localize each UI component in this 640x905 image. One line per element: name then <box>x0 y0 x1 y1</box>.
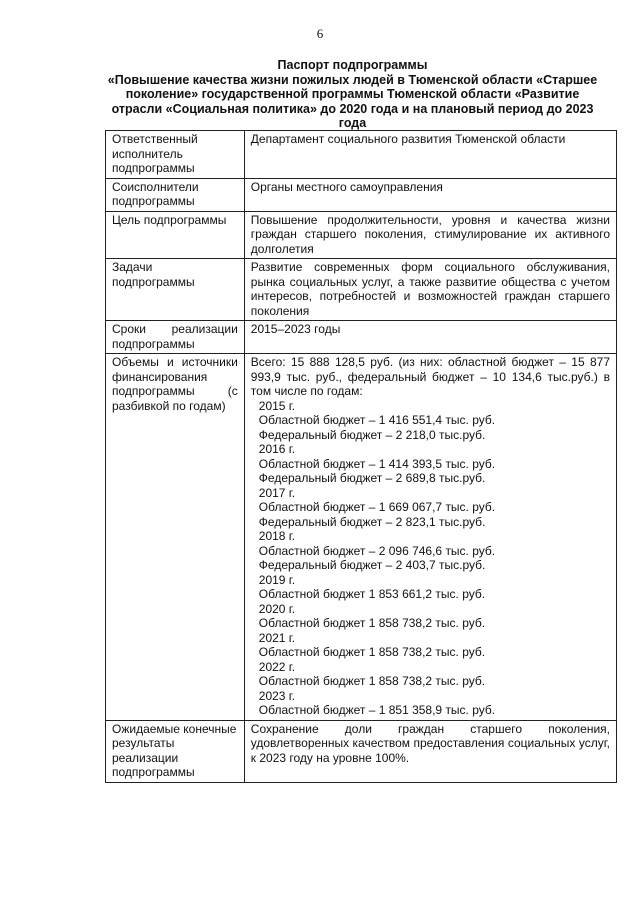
funding-by-year <box>251 399 610 718</box>
federal-budget: Федеральный бюджет – 2 689,8 тыс.руб. <box>258 471 486 485</box>
row-value-funding <box>244 354 616 721</box>
title-line: отрасли «Социальная политика» до 2020 года и на плановый период до 2023 <box>111 101 594 116</box>
funding-year: 2022 г. <box>258 659 296 674</box>
funding-year: 2023 г. <box>258 688 296 703</box>
funding-year: 2021 г. <box>258 630 296 645</box>
row-value-terms: 2015–2023 годы <box>244 321 616 354</box>
document-title <box>95 58 610 131</box>
row-value-tasks: Развитие современных форм социального обслуживания, рынка социальных услуг, а также развитие общества с учетом интересов, потребностей и возможностей граждан старшего поколения <box>244 259 616 321</box>
row-label-co-executors: Соисполнители подпрограммы <box>106 178 245 211</box>
funding-year: 2016 г. <box>258 442 296 456</box>
funding-year: 2020 г. <box>258 601 296 616</box>
regional-budget: Областной бюджет 1 858 738,2 тыс. руб. <box>258 674 486 688</box>
row-label-goal: Цель подпрограммы <box>106 211 245 259</box>
regional-budget: Областной бюджет – 1 851 358,9 тыс. руб. <box>258 703 496 717</box>
funding-year: 2017 г. <box>258 485 296 500</box>
table-row <box>106 720 617 782</box>
title-line: поколение» государственной программы Тюменской области «Развитие <box>125 87 580 101</box>
federal-budget: Федеральный бюджет – 2 403,7 тыс.руб. <box>258 558 486 572</box>
table-row <box>106 259 617 321</box>
funding-year: 2019 г. <box>258 572 296 587</box>
row-value-goal: Повышение продолжительности, уровня и качества жизни граждан старшего поколения, стимулирование их активного долголетия <box>244 211 616 259</box>
regional-budget: Областной бюджет 1 853 661,2 тыс. руб. <box>258 587 486 601</box>
federal-budget: Федеральный бюджет – 2 823,1 тыс.руб. <box>258 514 486 529</box>
title-line: Паспорт подпрограммы <box>277 58 428 72</box>
table-row <box>106 321 617 354</box>
row-label-executor: Ответственный исполнитель подпрограммы <box>106 131 245 179</box>
funding-year: 2015 г. <box>258 398 296 413</box>
regional-budget: Областной бюджет – 2 096 746,6 тыс. руб. <box>258 543 496 558</box>
row-value-results: Сохранение доли граждан старшего поколения, удовлетворенных качеством предоставления социальных услуг, к 2023 году на уровне 100%. <box>244 720 616 782</box>
row-value-co-executors: Органы местного самоуправления <box>244 178 616 211</box>
title-line: «Повышение качества жизни пожилых людей в Тюменской области «Старшее <box>107 72 598 87</box>
regional-budget: Областной бюджет 1 858 738,2 тыс. руб. <box>258 645 486 659</box>
funding-year: 2018 г. <box>258 529 296 543</box>
regional-budget: Областной бюджет – 1 414 393,5 тыс. руб. <box>258 456 496 471</box>
row-label-tasks: Задачи подпрограммы <box>106 259 245 321</box>
row-label-terms: Сроки реализации подпрограммы <box>106 321 245 354</box>
page-number: 6 <box>316 26 324 41</box>
passport-table <box>105 130 617 783</box>
funding-total: Всего: 15 888 128,5 руб. (из них: областной бюджет – 15 877 993,9 тыс. руб., федеральный бюджет – 10 134,6 тыс.руб.) в том числе по годам: <box>250 355 610 398</box>
federal-budget: Федеральный бюджет – 2 218,0 тыс.руб. <box>258 427 486 442</box>
row-label-results: Ожидаемые конечные результаты реализации подпрограммы <box>106 720 245 782</box>
row-label-funding: Объемы и источники финансирования подпрограммы (с разбивкой по годам) <box>106 354 245 721</box>
regional-budget: Областной бюджет – 1 416 551,4 тыс. руб. <box>258 413 496 427</box>
table-row <box>106 354 617 721</box>
table-row <box>106 131 617 179</box>
table-row <box>106 211 617 259</box>
row-value-executor: Департамент социального развития Тюменской области <box>244 131 616 179</box>
regional-budget: Областной бюджет 1 858 738,2 тыс. руб. <box>258 616 486 630</box>
title-line: года <box>338 116 367 130</box>
table-row <box>106 178 617 211</box>
regional-budget: Областной бюджет – 1 669 067,7 тыс. руб. <box>258 500 496 514</box>
